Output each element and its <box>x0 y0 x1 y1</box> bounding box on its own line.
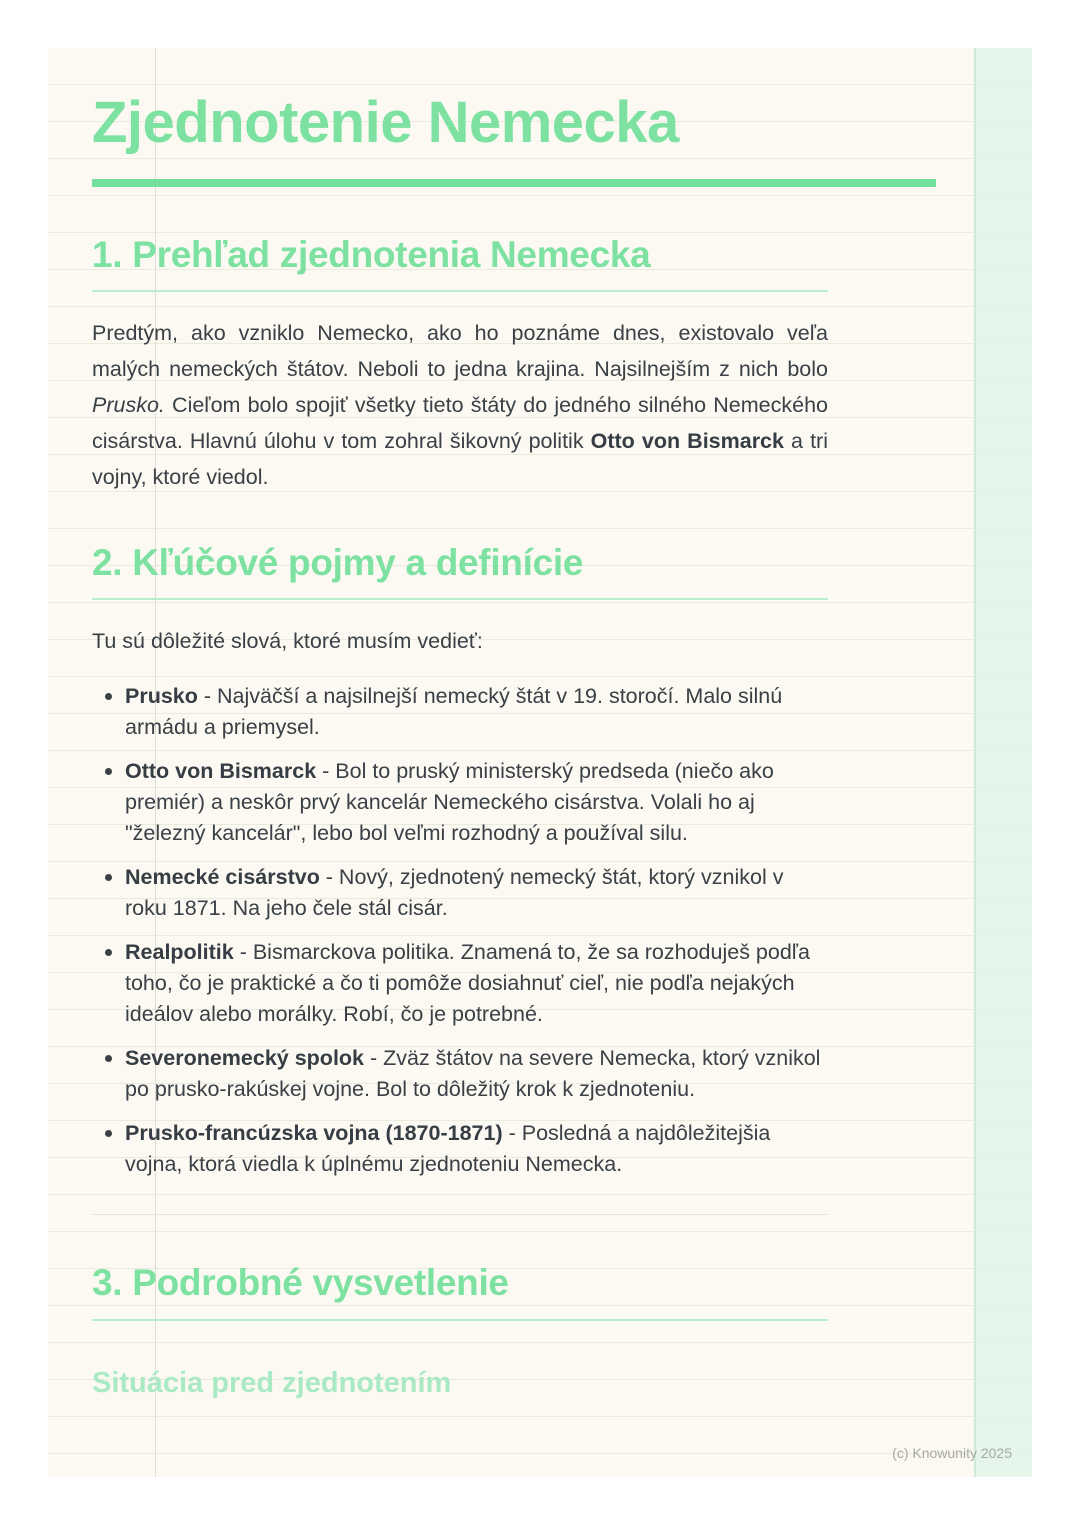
section-key-terms-underline <box>92 598 828 600</box>
section-key-terms-heading: 2. Kľúčové pojmy a definície <box>92 542 584 584</box>
section-overview <box>92 233 828 495</box>
section-divider <box>92 1214 828 1215</box>
term-definition: - Posledná a najdôležitejšia vojna, ktorá viedla k úplnému zjednoteniu Nemecka. <box>125 1121 771 1177</box>
intro-text-1: Predtým, ako vzniklo Nemecko, ako ho poznáme dnes, existovalo veľa malých nemeckých štátov. Neboli to jedna krajina. Najsilnejším z nich bolo <box>92 321 828 382</box>
intro-text-2: Cieľom bolo spojiť všetky tieto štáty do jedného silného Nemeckého cisárstva. Hlavnú úlohu v tom zohral šikovný politik <box>92 393 828 454</box>
section-detail-subheading: Situácia pred zjednotením <box>92 1366 452 1399</box>
intro-text-3: a tri vojny, ktoré viedol. <box>92 429 828 490</box>
term-label: Prusko <box>125 684 198 709</box>
list-item <box>105 862 828 924</box>
term-label: Otto von Bismarck <box>125 759 317 784</box>
right-margin-strip <box>974 48 1032 1477</box>
list-item <box>105 937 828 1030</box>
copyright-footer: (c) Knowunity 2025 <box>892 1445 1012 1461</box>
section-overview-underline <box>92 290 828 292</box>
title-underline-bar <box>92 179 936 187</box>
term-definition: - Bismarckova politika. Znamená to, že sa rozhoduješ podľa toho, čo je praktické a čo ti pomôže dosiahnuť cieľ, nie podľa nejakých ideálov alebo morálky. Robí, čo je potrebné. <box>125 940 811 1027</box>
term-definition: - Najväčší a najsilnejší nemecký štát v 19. storočí. Malo silnú armádu a priemysel. <box>125 684 783 740</box>
term-definition: - Nový, zjednotený nemecký štát, ktorý vznikol v roku 1871. Na jeho čele stál cisár. <box>125 865 784 921</box>
list-item <box>105 1043 828 1105</box>
section-overview-heading: 1. Prehľad zjednotenia Nemecka <box>92 233 651 275</box>
page-title: Zjednotenie Nemecka <box>92 90 679 155</box>
intro-bold-term: Otto von Bismarck <box>590 429 784 454</box>
notebook-sheet <box>48 48 1032 1477</box>
section-detail <box>92 1261 828 1400</box>
list-item <box>105 681 828 743</box>
term-label: Nemecké cisárstvo <box>125 865 320 890</box>
section-key-terms <box>92 541 828 1180</box>
key-terms-list <box>92 681 828 1180</box>
term-label: Realpolitik <box>125 940 234 965</box>
intro-italic-term: Prusko. <box>92 393 165 418</box>
term-label: Prusko-francúzska vojna (1870-1871) <box>125 1121 503 1146</box>
section-detail-underline <box>92 1319 828 1321</box>
section-detail-heading: 3. Podrobné vysvetlenie <box>92 1262 509 1304</box>
key-terms-lead: Tu sú dôležité slová, ktoré musím vedieť: <box>92 629 483 654</box>
intro-paragraph <box>92 315 828 495</box>
list-item <box>105 1118 828 1180</box>
term-definition: - Zväz štátov na severe Nemecka, ktorý vznikol po prusko-rakúskej vojne. Bol to dôležitý krok k zjednoteniu. <box>125 1046 821 1102</box>
list-item <box>105 756 828 849</box>
document-content <box>92 48 828 1401</box>
term-label: Severonemecký spolok <box>125 1046 365 1071</box>
term-definition: - Bol to pruský ministerský predseda (niečo ako premiér) a neskôr prvý kancelár Nemeckého cisárstva. Volali ho aj "železný kancelár", lebo bol veľmi rozhodný a používal silu. <box>125 759 774 846</box>
